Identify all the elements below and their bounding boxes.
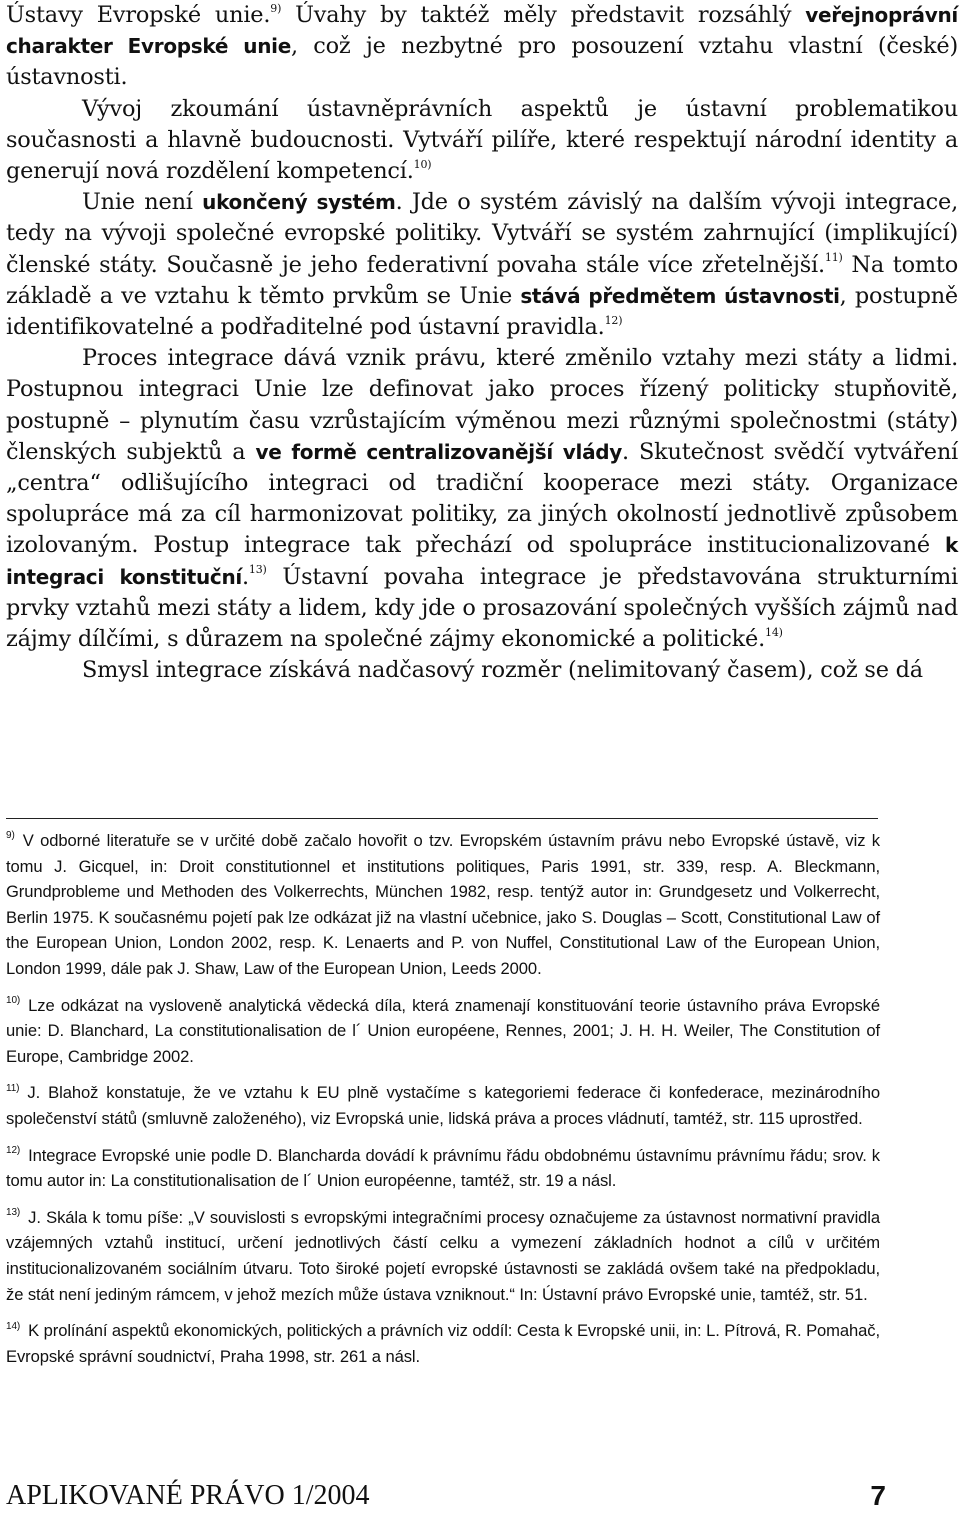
text-run: Smysl integrace získává nadčasový rozměr (nelimitovaný časem), což se dá xyxy=(82,657,923,684)
footnote-mark: 14) xyxy=(6,1320,21,1332)
text-run: . Jde o systém závislý na dalším vývoji integrace, tedy na vývoji společné evropské politiky. Vytváří se systém zahrnující (implikující) členské státy. Současně je jeho federativní povaha stále více zřetelnější. xyxy=(6,189,958,278)
paragraph-4 xyxy=(6,343,958,655)
page-number: 7 xyxy=(870,1480,886,1511)
document-page xyxy=(6,0,958,1516)
footnote-10 xyxy=(6,993,880,1070)
bold-phrase: veřejnoprávní charakter Evropské unie xyxy=(6,3,958,59)
main-text xyxy=(6,0,958,686)
paragraph-3 xyxy=(6,187,958,343)
text-run: Na tomto základě a ve vztahu k těmto prvkům se Unie xyxy=(6,251,958,309)
text-run: Unie není xyxy=(82,189,203,216)
footnote-mark: 9) xyxy=(6,830,15,842)
footnotes xyxy=(6,828,880,1380)
footnote-11 xyxy=(6,1080,880,1131)
footnote-text: J. Blahož konstatuje, že ve vztahu k EU plně vystačíme s kategoriemi federace či konfederace, mezinárodního společenství států (smluvně založeného), viz Evropská unie, lidská práva a proces vládnutí, tamtéž, str. 115 uprostřed. xyxy=(6,1083,880,1128)
footnote-text: J. Skála k tomu píše: „V souvislosti s evropskými integračními procesy označujeme za ústavnost normativní pravidla vzájemných vztahů institucí, určení jednotlivých částí celku a vymezení základních hodnot a cílů v určitém institucionalizovaném sociálním útvaru. Toto široké pojetí evropské ústavnosti se zakládá ovšem také na předpokladu, že stát není jediným rámcem, v jehož mezích může ústava vzniknout.“ In: Ústavní právo Evropské unie, tamtéž, str. 51. xyxy=(6,1207,880,1304)
text-run: , postupně identifikovatelné a podřaditelné pod ústavní pravidla. xyxy=(6,282,958,341)
bold-phrase: stává předmětem ústavnosti xyxy=(520,283,840,308)
page-footer xyxy=(6,1478,886,1514)
footnote-12 xyxy=(6,1143,880,1194)
footnote-ref-14[interactable]: 14) xyxy=(765,625,783,639)
footnote-mark: 11) xyxy=(6,1082,20,1094)
footnote-mark: 12) xyxy=(6,1145,21,1156)
footnote-ref-13[interactable]: 13) xyxy=(248,563,267,577)
footnote-mark: 13) xyxy=(6,1207,21,1219)
paragraph-2 xyxy=(6,94,958,188)
footnote-ref-9[interactable]: 9) xyxy=(270,1,282,15)
footnote-text: Lze odkázat na vysloveně analytická vědecká díla, která znamenají konstituování teorie ústavního práva Evropské unie: D. Blanchard, La constitutionalisation de l´ Union européene, Rennes, 2001; J. H. H. Weiler, The Constitution of Europe, Cambridge 2002. xyxy=(6,995,880,1066)
paragraph-1 xyxy=(6,0,958,94)
text-run: Vývoj zkoumání ústavněprávních aspektů je ústavní problematikou současnosti a hlavně budoucnosti. Vytváří pilíře, které respektují národní identity a generují nová rozdělení kompetencí. xyxy=(6,95,958,185)
text-run: Úvahy by taktéž měly představit rozsáhlý xyxy=(281,2,806,28)
footnote-mark: 10) xyxy=(6,995,21,1007)
footnote-divider xyxy=(6,818,878,819)
paragraph-5 xyxy=(6,655,958,686)
text-run: Proces integrace dává vznik právu, které změnilo vztahy mezi státy a lidmi. Postupnou integraci Unie lze definovat jako proces řízený politicky stupňovitě, postupně – plynutím času vzrůstajícím výměnou mezi různými společnostmi (státy) členských subjektů a xyxy=(6,345,958,465)
footnote-14 xyxy=(6,1318,880,1369)
footnote-text: K prolínání aspektů ekonomických, politických a právních viz oddíl: Cesta k Evropské unii, in: L. Pítrová, R. Pomahač, Evropské správní soudnictví, Praha 1998, str. 261 a násl. xyxy=(6,1321,880,1366)
bold-phrase: ve formě centralizovanější vlády xyxy=(255,439,623,464)
bold-phrase: k integraci konstituční xyxy=(6,533,958,589)
footnote-ref-12[interactable]: 12) xyxy=(604,313,623,327)
text-run: Ústavní povaha integrace je představována strukturními prvky vztahů mezi státy a lidem, kdy jde o prosazování společných vyšších zájmů nad zájmy dílčími, s důrazem na společné zájmy ekonomické a politické. xyxy=(6,563,958,653)
footnote-ref-11[interactable]: 11) xyxy=(824,251,843,265)
footnote-9 xyxy=(6,828,880,982)
journal-name: APLIKOVANÉ PRÁVO 1/2004 xyxy=(6,1480,370,1511)
footnote-ref-10[interactable]: 10) xyxy=(413,157,432,171)
footnote-text: V odborné literatuře se v určité době začalo hovořit o tzv. Evropském ústavním právu nebo Evropské ústavě, viz k tomu J. Gicquel, in: Droit constitutionnel et institutions politiques, Paris 1991, str. 339, resp. A. Bleckmann, Grundprobleme und Methoden des Volkerrechts, München 1982, resp. tentýž autor in: Grundgesetz und Volkerrecht, Berlin 1975. K současnému pojetí pak lze odkázat již na vlastní učebnice, jako S. Douglas – Scott, Constitutional Law of the European Union, London 2002, resp. K. Lenaerts and P. von Nuffel, Constitutional Law of the European Union, London 1999, dále pak J. Shaw, Law of the European Union, Leeds 2000. xyxy=(6,831,880,978)
text-run: . xyxy=(241,563,249,590)
text-run: . Skutečnost svědčí vytváření „centra“ odlišujícího integraci od tradiční kooperace mezi státy. Organizace spolupráce má za cíl harmonizovat politiky, za jiných okolností jednotlivě způsobem izolovaným. Postup integrace tak přechází od spolupráce institucionalizované xyxy=(6,438,959,559)
text-run: Ústavy Evropské unie. xyxy=(6,2,271,28)
bold-phrase: ukončený systém xyxy=(202,190,396,215)
footnote-13 xyxy=(6,1205,880,1307)
text-run: , což je nezbytné pro posouzení vztahu vlastní (české) ústavnosti. xyxy=(6,33,959,91)
footnote-text: Integrace Evropské unie podle D. Blancharda dovádí k právnímu řádu obdobnému ústavnímu právnímu řádu; srov. k tomu autor in: La constitutionalisation de l´ Union européenne, tamtéž, str. 19 a násl. xyxy=(6,1145,880,1191)
